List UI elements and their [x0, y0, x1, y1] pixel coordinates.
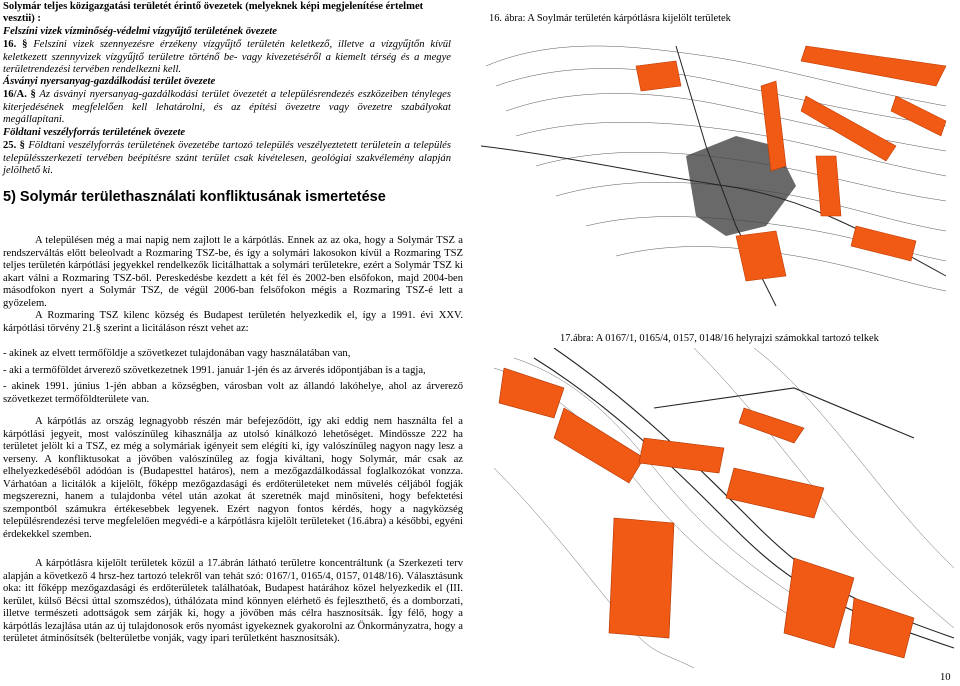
- paragraph-16a-number: 16/A. §: [3, 89, 36, 100]
- zone-heading-asvanyi: Ásványi nyersanyag-gazdálkodási terület övezete: [3, 76, 216, 87]
- paragraph-25: [3, 140, 451, 178]
- figure-16-caption: 16. ábra: A Soylmár területén kárpótlásra kijelölt területek: [489, 13, 731, 24]
- figure-16-map: [476, 26, 956, 328]
- eligibility-list: [3, 348, 463, 406]
- paragraph-16a-text: Az ásványi nyersanyag-gazdálkodási terület övezetét a településrendezés eszközeiben tényleges kiterjedésének megfelelően kell lehatárolni, és az építési övezetre vagy övezetre szabályokat megállapítani.: [3, 89, 452, 125]
- section-5-title: 5) Solymár területhasználati konfliktusának ismertetése: [3, 189, 386, 205]
- compensation-parcels: [636, 46, 946, 281]
- paragraph-16a: [3, 89, 451, 127]
- paragraph-2: A Rozmaring TSZ kilenc község és Budapest területén helyezkedik el, így a 1991. évi XXV. kárpótlási törvény 21.§ szerint a licitáláson részt vehet az:: [3, 310, 463, 334]
- page-number: 10: [940, 672, 951, 683]
- figure-17-map: [494, 348, 956, 670]
- paragraph-16-text: Felszíni vizek szennyezésre érzékeny vízgyűjtő területén keletkező, illetve a vízgyűjtőn kívül keletkezett szennyvizek vízgyűjtő területre történő be- vagy kivezetéséről a kiemelt térség és a megye területrendezési tervében rendelkezni kell.: [3, 39, 451, 75]
- paragraph-4: A kárpótlásra kijelölt területek közül a 17.ábrán látható területre koncentráltunk (a Szerkezeti terv alapján a következő 4 hrsz-hez tartozó telekről van tehát szó: 0167/1, 0165/4, 0157, 0148/16). Választásunk oka: itt főképp mezőgazdasági és erdőterületek találhatóak, Budapest határához közel helyezkedik el (III. kerület, külső Bécsi úttal szomszédos), úthálózata mind könnyen elérhető és fejleszthető, és a domborzati, illetve természeti adottságok sem zárják ki, hogy a jövőben más célra hasznosítsák. Így félő, hogy a kárpótlás lezajlása után az új tulajdonosok erős nyomást igyekeznek gyakorolni az Önkormányzatra, hogy a területet átminősítsék (belterületbe vonják, vagy ipari területként hasznosítsák).: [3, 558, 463, 644]
- intro-heading-line2: vesztii) :: [3, 13, 41, 24]
- list-item: - akinek az elvett termőföldje a szövetkezet tulajdonában vagy használatában van,: [3, 348, 351, 359]
- paragraph-25-text: Földtani veszélyforrás területének övezetébe tartozó település veszélyeztetett területein a település településszerkezeti tervében beépítésre szánt terület csak kivételesen, geológiai szakvélemény alapján jelölhető ki.: [3, 140, 452, 176]
- figure-17-caption: 17.ábra: A 0167/1, 0165/4, 0157, 0148/16 helyrajzi számokkal tartozó telkek: [560, 333, 879, 344]
- paragraph-16-number: 16. §: [3, 39, 28, 50]
- paragraph-1: A településen még a mai napig nem zajlott le a kárpótlás. Ennek az az oka, hogy a Solymár TSZ a rendszerváltás előtt beleolvadt a Rozmaring TSZ-be, és így a solymári lakosokon kívül a Rozmaring TSZ teljes területén kárpótlási jegyekkel rendelkezők licitálhattak a solymári területekre, ezért a Solymár TSZ ki akart válni a Rozmaring TSZ-ből. Pereskedésbe kezdett a két fél és 2002-ben elsőfokon, majd 2004-ben másodfokon nyert a Solymár TSZ, de végül 2006-ban felsőfokon mégis a Rozmaring TSZ-é lett a győzelem.: [3, 235, 463, 309]
- list-item: - akinek 1991. június 1-jén abban a községben, városban volt az állandó lakóhelye, ahol az árverező szövetkezet termőföldterülete van.: [3, 381, 463, 405]
- paragraph-16: [3, 39, 451, 77]
- paragraph-3: A kárpótlás az ország legnagyobb részén már befejeződött, így aki eddig nem használta fel a kárpótlási jegyeit, most valószínűleg kihasználja az utolsó kínálkozó lehetőséget. Mindössze 222 ha területet jelölt ki a TSZ, ez még a solymáriak igényeit sem elégíti ki, így valószínűleg nagyon nagy lesz a verseny. A konfliktusokat a jövőben valószínűleg az fogja kiváltani, hogy Solymár, már csak az elhelyezkedéséből adódóan is (Budapesttel határos), nem a mezőgazdálkodással foglalkozókat vonzza. Várhatóan a licitálók a kijelölt, főképp mezőgazdasági és erdőterületeket nem művelés céljából fogják megszerezni, hanem a tulajdonba vétel után azokat át szeretnék majd minősíteni, hogy befektetési szempontból számukra értékesebbek legyenek. Ezért nagyon fontos kérdés, hogy a nagyközség településrendezési terve megfelelően megvédi-e a kárpótlásra kijelölt területeket (16.ábra) a későbbi, egyéni érdekekkel szemben.: [3, 416, 463, 540]
- paragraph-25-number: 25. §: [3, 140, 25, 151]
- zone-heading-felszini-vizek: Felszíni vizek vízminőség-védelmi vízgyűjtő területének övezete: [3, 26, 277, 37]
- intro-heading-line1: Solymár teljes közigazgatási területét érintő övezetek (melyeknek képi megjelenítése értelmet: [3, 1, 424, 12]
- list-item: - aki a termőföldet árverező szövetkezetnek 1991. január 1-jén és az árverés időpontjában is a tagja,: [3, 364, 426, 376]
- zone-heading-foldtani: Földtani veszélyforrás területének övezete: [3, 127, 186, 138]
